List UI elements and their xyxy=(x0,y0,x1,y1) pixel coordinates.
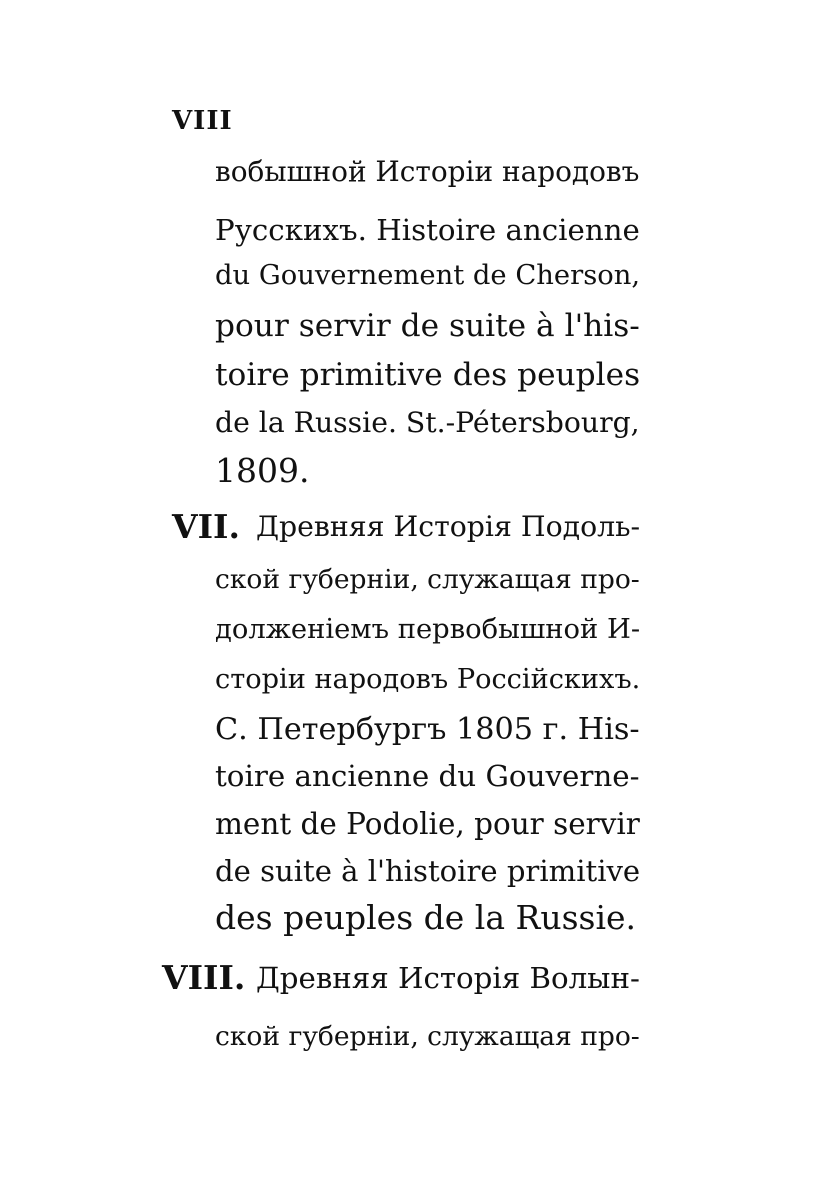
text-line: сторіи народовъ Россійскихъ. xyxy=(215,664,641,695)
text-line: de suite à l'histoire primitive xyxy=(215,854,641,888)
text-line: toire primitive des peuples xyxy=(215,357,641,393)
entry-number: VII. xyxy=(172,507,240,546)
text-line: вобышной Исторіи народовъ xyxy=(215,155,640,188)
entry-number: VIII. xyxy=(162,958,246,997)
text-line: toire ancienne du Gouverne- xyxy=(215,759,640,793)
page-number: VIII xyxy=(172,106,233,136)
text-line: du Gouvernement de Cherson, xyxy=(215,260,641,291)
text-line: 1809. xyxy=(215,451,310,490)
text-line: ской губерніи, служащая про- xyxy=(215,564,640,595)
entry-heading: Древняя Исторія Волын- xyxy=(256,961,640,995)
text-line: de la Russie. St.-Pétersbourg, xyxy=(215,406,640,439)
text-line: pour servir de suite à l'his- xyxy=(215,308,640,344)
text-line: ment de Podolie, pour servir xyxy=(215,807,640,841)
text-line: Русскихъ. Histoire ancienne xyxy=(215,213,640,247)
text-line: ской губерніи, служащая про- xyxy=(215,1021,640,1052)
text-line: долженіемъ первобышной И- xyxy=(215,614,641,645)
text-line: des peuples de la Russie. xyxy=(215,898,637,937)
text-line: С. Петербургъ 1805 г. His- xyxy=(215,712,640,747)
entry-heading: Древняя Исторія Подоль- xyxy=(256,510,641,543)
